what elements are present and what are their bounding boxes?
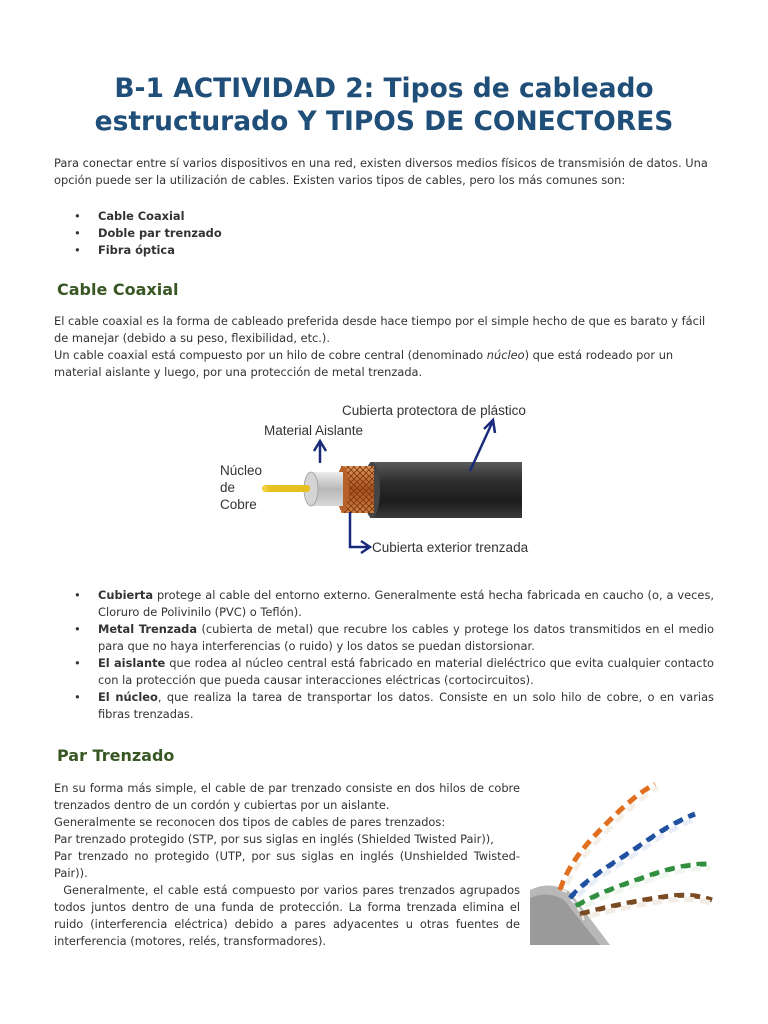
page-title: B-1 ACTIVIDAD 2: Tipos de cableado estructurado Y TIPOS DE CONECTORES	[94, 72, 674, 137]
coax-p1: El cable coaxial es la forma de cableado preferida desde hace tiempo por el simple hecho de que es barato y fácil de manejar (debido a su peso, flexibilidad, etc.).	[54, 314, 706, 345]
list-item: • Cable Coaxial	[54, 208, 714, 225]
twisted-p5: Generalmente, el cable está compuesto por varios pares trenzados agrupados todos juntos dentro de una funda de protección. La forma trenzada elimina el ruido (interferencia eléctrica) debido a pares adyacentes u otras fuentes de interferencia (motores, relés, transformadores).	[54, 883, 524, 948]
label-core-line2: de	[220, 480, 236, 495]
twisted-pair-heading: Par Trenzado	[57, 746, 175, 765]
coax-paragraph	[54, 313, 714, 381]
coax-parts-list	[54, 587, 714, 723]
list-item: • Fibra óptica	[54, 242, 714, 259]
twisted-pair-blue	[570, 814, 698, 902]
label-core-line1: Núcleo	[220, 463, 263, 478]
twisted-p4: Par trenzado no protegido (UTP, por sus siglas en inglés (Unshielded Twisted-Pair)).	[54, 849, 520, 880]
twisted-p1: En su forma más simple, el cable de par trenzado consiste en dos hilos de cobre trenzados dentro de un cordón y cubiertas por un aislante.	[54, 781, 520, 812]
twisted-p2: Generalmente se reconocen dos tipos de cables de pares trenzados:	[54, 815, 446, 829]
cable-types-list	[54, 208, 714, 259]
label-plastic-cover: Cubierta protectora de plástico	[342, 403, 526, 418]
label-braid: Cubierta exterior trenzada	[372, 540, 529, 555]
list-item: • Cubierta protege al cable del entorno externo. Generalmente está hecha fabricada en caucho (o, a veces, Cloruro de Polivinilo (PVC) o Teflón).	[54, 587, 714, 621]
twisted-pair-paragraph	[54, 780, 524, 950]
arrow-braid	[350, 512, 370, 553]
copper-core	[264, 485, 310, 492]
list-item: • El núcleo, que realiza la tarea de transportar los datos. Consiste en un solo hilo de cobre, o en varias fibras trenzadas.	[54, 689, 714, 723]
intro-paragraph	[54, 155, 714, 189]
coax-cable-diagram	[210, 395, 550, 565]
twisted-p3: Par trenzado protegido (STP, por sus siglas en inglés (Shielded Twisted Pair)),	[54, 832, 494, 846]
label-insulator: Material Aislante	[264, 423, 364, 438]
copper-core-tip	[262, 485, 268, 492]
list-item: • Metal Trenzada (cubierta de metal) que recubre los cables y protege los datos transmitidos en el medio para que no haya interferencias (o ruido) y los datos se puedan distorsionar.	[54, 621, 714, 655]
coax-heading: Cable Coaxial	[57, 280, 179, 299]
intro-text: Para conectar entre sí varios dispositivos en una red, existen diversos medios físicos de transmisión de datos. Una opción puede ser la utilización de cables. Existen varios tipos de cables, pero los más comunes son:	[54, 156, 708, 187]
twisted-pair-cable-photo	[530, 780, 716, 950]
arrow-insulator	[314, 441, 326, 463]
coax-p2: Un cable coaxial está compuesto por un hilo de cobre central (denominado núcleo) que está rodeado por un material aislante y luego, por una protección de metal trenzada.	[54, 348, 674, 379]
list-item: • El aislante que rodea al núcleo central está fabricado en material dieléctrico que evita cualquier contacto con la protección que pueda causar interacciones eléctricas (cortocircuitos).	[54, 655, 714, 689]
cable-jacket	[370, 462, 522, 518]
label-core-line3: Cobre	[220, 497, 257, 512]
list-item: • Doble par trenzado	[54, 225, 714, 242]
